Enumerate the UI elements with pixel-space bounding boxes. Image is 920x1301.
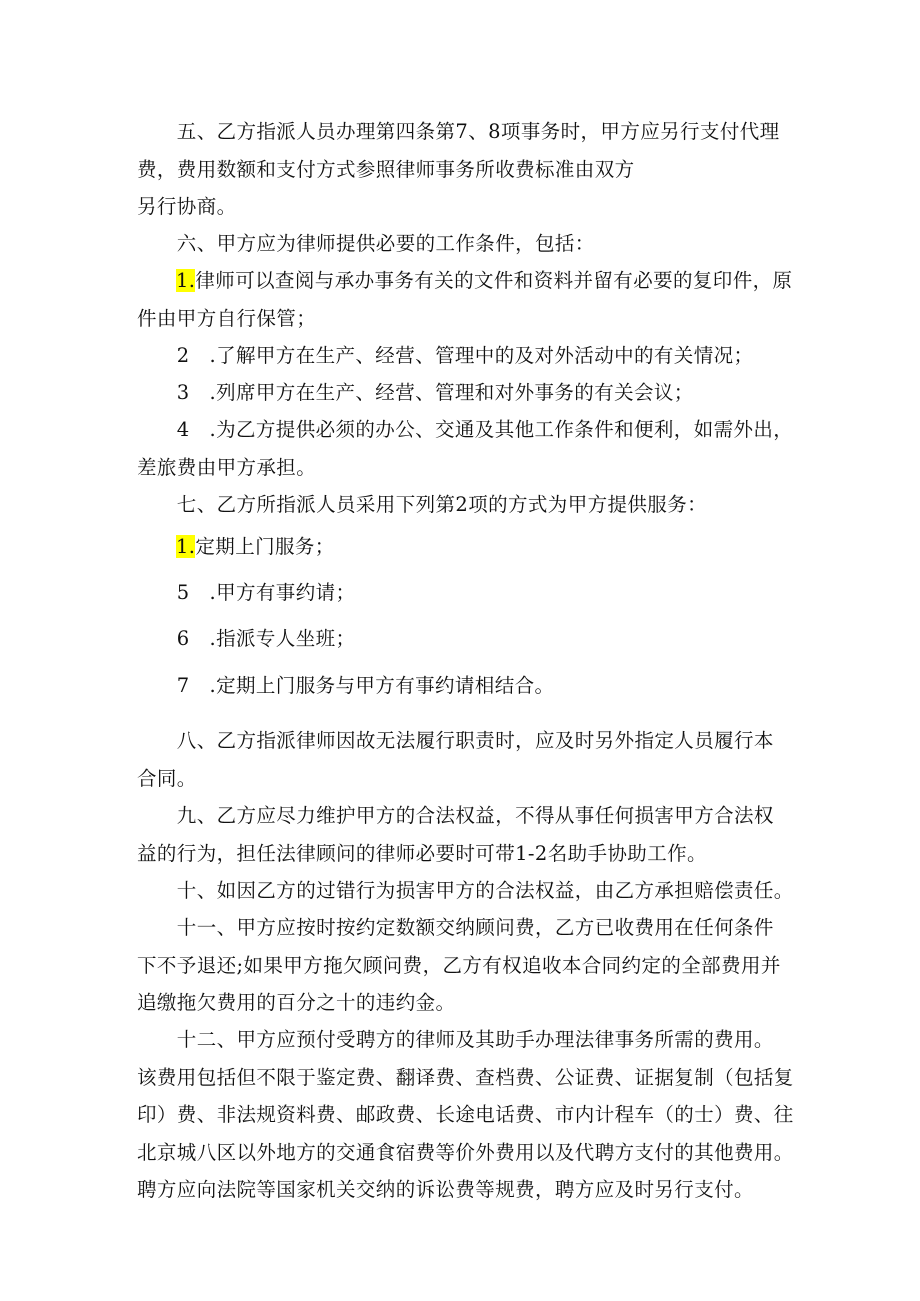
line: 六、甲方应为律师提供必要的工作条件，包括： <box>137 232 595 255</box>
paragraph-7-item-6 <box>137 620 797 658</box>
line: 定期上门服务； <box>195 535 335 558</box>
line: 追缴拖欠费用的百分之十的违约金。 <box>137 991 456 1014</box>
paragraph-9 <box>137 797 797 872</box>
line: 6 .指派专人坐班； <box>137 627 356 650</box>
line: 九、乙方应尽力维护甲方的合法权益，不得从事任何损害甲方合法权 <box>137 804 774 827</box>
paragraph-6-item-4 <box>137 411 797 486</box>
line: 律师可以查阅与承办事务有关的文件和资料并留有必要的复印件，原 <box>195 269 793 292</box>
line: 八、乙方指派律师因故无法履行职责时，应及时另外指定人员履行本 <box>137 729 774 752</box>
paragraph-6-item-1 <box>137 262 797 337</box>
line: 七、乙方所指派人员采用下列第2项的方式为甲方提供服务： <box>137 493 708 516</box>
line: 合同。 <box>137 766 197 790</box>
paragraph-6-item-3 <box>137 374 797 412</box>
line: 益的行为，担任法律顾问的律师必要时可带1-2名助手协助工作。 <box>137 841 707 865</box>
paragraph-5 <box>137 113 797 226</box>
line: 十二、甲方应预付受聘方的律师及其助手办理法律事务所需的费用。 <box>137 1028 774 1051</box>
paragraph-8 <box>137 722 797 797</box>
line: 北京城八区以外地方的交通食宿费等价外费用以及代聘方支付的其他费用。 <box>137 1140 794 1164</box>
line: 件由甲方自行保管； <box>137 306 317 330</box>
line: 十、如因乙方的过错行为损害甲方的合法权益，由乙方承担赔偿责任。 <box>137 879 794 902</box>
paragraph-7-item-7 <box>137 667 797 705</box>
paragraph-7-item-5 <box>137 574 797 612</box>
line: 该费用包括但不限于鉴定费、翻译费、查档费、公证费、证据复制（包括复 <box>137 1065 794 1089</box>
line: 3 .列席甲方在生产、经营、管理和对外事务的有关会议； <box>137 381 694 404</box>
line: 十一、甲方应按时按约定数额交纳顾问费，乙方已收费用在任何条件 <box>137 916 774 939</box>
line: 5 .甲方有事约请； <box>137 581 356 604</box>
paragraph-11 <box>137 909 797 1022</box>
line: 另行协商。 <box>137 195 237 218</box>
line: 下不予退还;如果甲方拖欠顾问费，乙方有权追收本合同约定的全部费用并 <box>137 953 781 977</box>
highlighted-list-marker: 1. <box>176 535 196 558</box>
paragraph-10 <box>137 872 797 910</box>
paragraph-7 <box>137 486 797 524</box>
line: 2 .了解甲方在生产、经营、管理中的及对外活动中的有关情况； <box>137 344 754 367</box>
line: 聘方应向法院等国家机关交纳的诉讼费等规费，聘方应及时另行支付。 <box>137 1178 754 1201</box>
paragraph-12 <box>137 1021 797 1209</box>
line: 4 .为乙方提供必须的办公、交通及其他工作条件和便利，如需外出， <box>137 418 794 441</box>
paragraph-6 <box>137 225 797 263</box>
line: 7 .定期上门服务与甲方有事约请相结合。 <box>137 674 555 697</box>
line: 五、乙方指派人员办理第四条第7、8项事务时，甲方应另行支付代理 <box>137 120 780 143</box>
line: 印）费、非法规资料费、邮政费、长途电话费、市内计程车（的士）费、往 <box>137 1103 794 1126</box>
line: 费，费用数额和支付方式参照律师事务所收费标准由双方 <box>137 157 635 181</box>
line: 差旅费由甲方承担。 <box>137 455 317 479</box>
paragraph-6-item-2 <box>137 337 797 375</box>
highlighted-list-marker: 1. <box>176 269 196 292</box>
paragraph-7-item-1 <box>137 528 797 566</box>
